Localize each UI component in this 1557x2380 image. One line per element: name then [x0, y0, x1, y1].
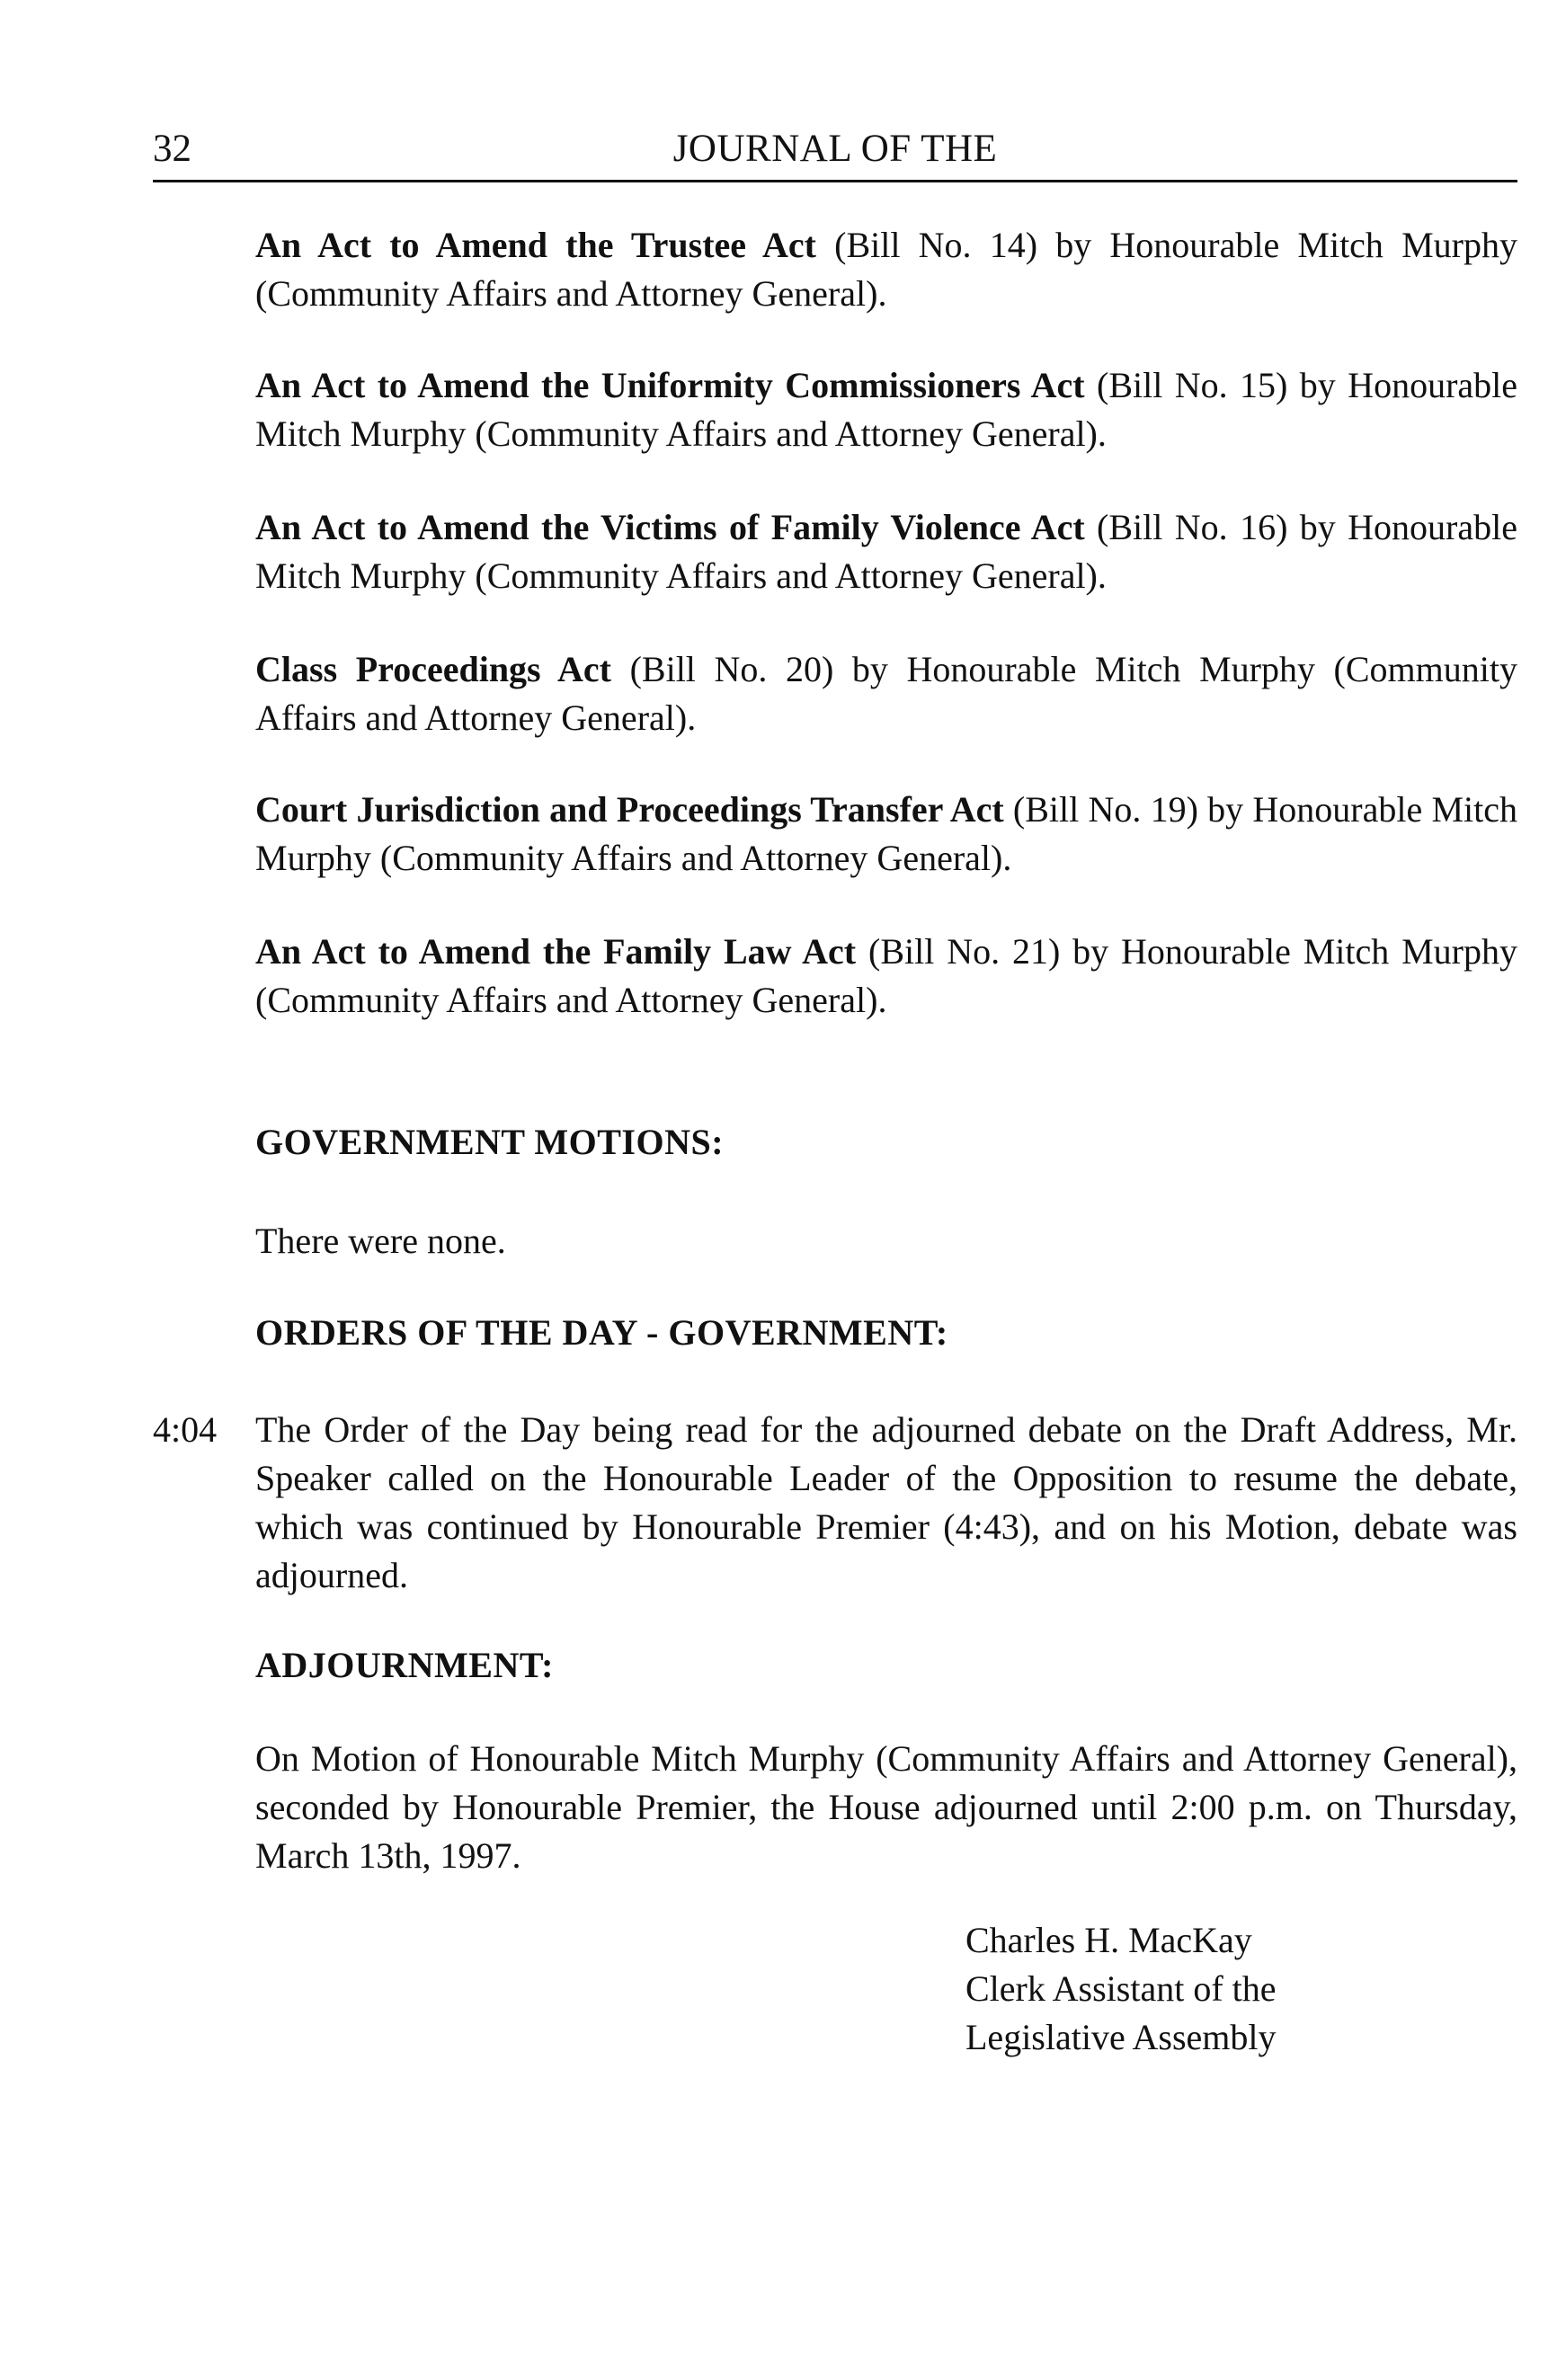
signatory-name: Charles H. MacKay	[965, 1920, 1252, 1960]
bill-title: An Act to Amend the Victims of Family Violence Act	[255, 507, 1085, 547]
time-marker: 4:04	[153, 1409, 218, 1450]
adjournment-heading: ADJOURNMENT:	[255, 1645, 554, 1685]
page-number: 32	[153, 128, 191, 170]
bill-details: (Bill No. 16) by Honourable Mitch Murphy (Community Affairs and Attorney General).	[255, 507, 1518, 596]
bill-entry	[255, 221, 1517, 318]
bill-entry	[255, 503, 1517, 600]
bill-details: (Bill No. 21) by Honourable Mitch Murphy (Community Affairs and Attorney General).	[255, 931, 1518, 1020]
government-motions-text: There were none.	[255, 1221, 506, 1261]
orders-of-the-day-heading: ORDERS OF THE DAY - GOVERNMENT:	[255, 1312, 948, 1353]
signature-block	[965, 1916, 1277, 2062]
bill-title: Court Jurisdiction and Proceedings Transfer Act	[255, 789, 1004, 830]
signatory-title-line-2: Legislative Assembly	[965, 2017, 1277, 2057]
signatory-title-line-1: Clerk Assistant of the	[965, 1968, 1277, 2009]
bill-title: An Act to Amend the Uniformity Commissioners Act	[255, 365, 1085, 405]
adjournment-text: On Motion of Honourable Mitch Murphy (Community Affairs and Attorney General), seconded by Honourable Premier, the House adjourned until 2:00 p.m. on Thursday, March 13th, 1997.	[255, 1738, 1517, 1876]
header-rule	[153, 180, 1517, 182]
government-motions-heading: GOVERNMENT MOTIONS:	[255, 1122, 725, 1162]
bill-entry	[255, 645, 1517, 742]
bill-entry	[255, 928, 1517, 1025]
bill-details: (Bill No. 20) by Honourable Mitch Murphy (Community Affairs and Attorney General).	[255, 649, 1517, 738]
bill-details: (Bill No. 19) by Honourable Mitch Murphy (Community Affairs and Attorney General).	[255, 789, 1518, 878]
bill-entry	[255, 361, 1517, 458]
bill-title: An Act to Amend the Trustee Act	[255, 225, 816, 265]
page-header	[153, 122, 1517, 176]
bill-title: Class Proceedings Act	[255, 649, 611, 689]
bill-entry	[255, 786, 1517, 883]
bill-details: (Bill No. 15) by Honourable Mitch Murphy (Community Affairs and Attorney General).	[255, 365, 1518, 454]
orders-of-the-day-text: The Order of the Day being read for the adjourned debate on the Draft Address, Mr. Speaker called on the Honourable Leader of the Opposition to resume the debate, which was continued by Honourable Premier (4:43), and on his Motion, debate was adjourned.	[255, 1409, 1517, 1595]
bill-title: An Act to Amend the Family Law Act	[255, 931, 857, 972]
bill-details: (Bill No. 14) by Honourable Mitch Murphy (Community Affairs and Attorney General).	[255, 225, 1517, 314]
running-title: JOURNAL OF THE	[672, 128, 998, 170]
